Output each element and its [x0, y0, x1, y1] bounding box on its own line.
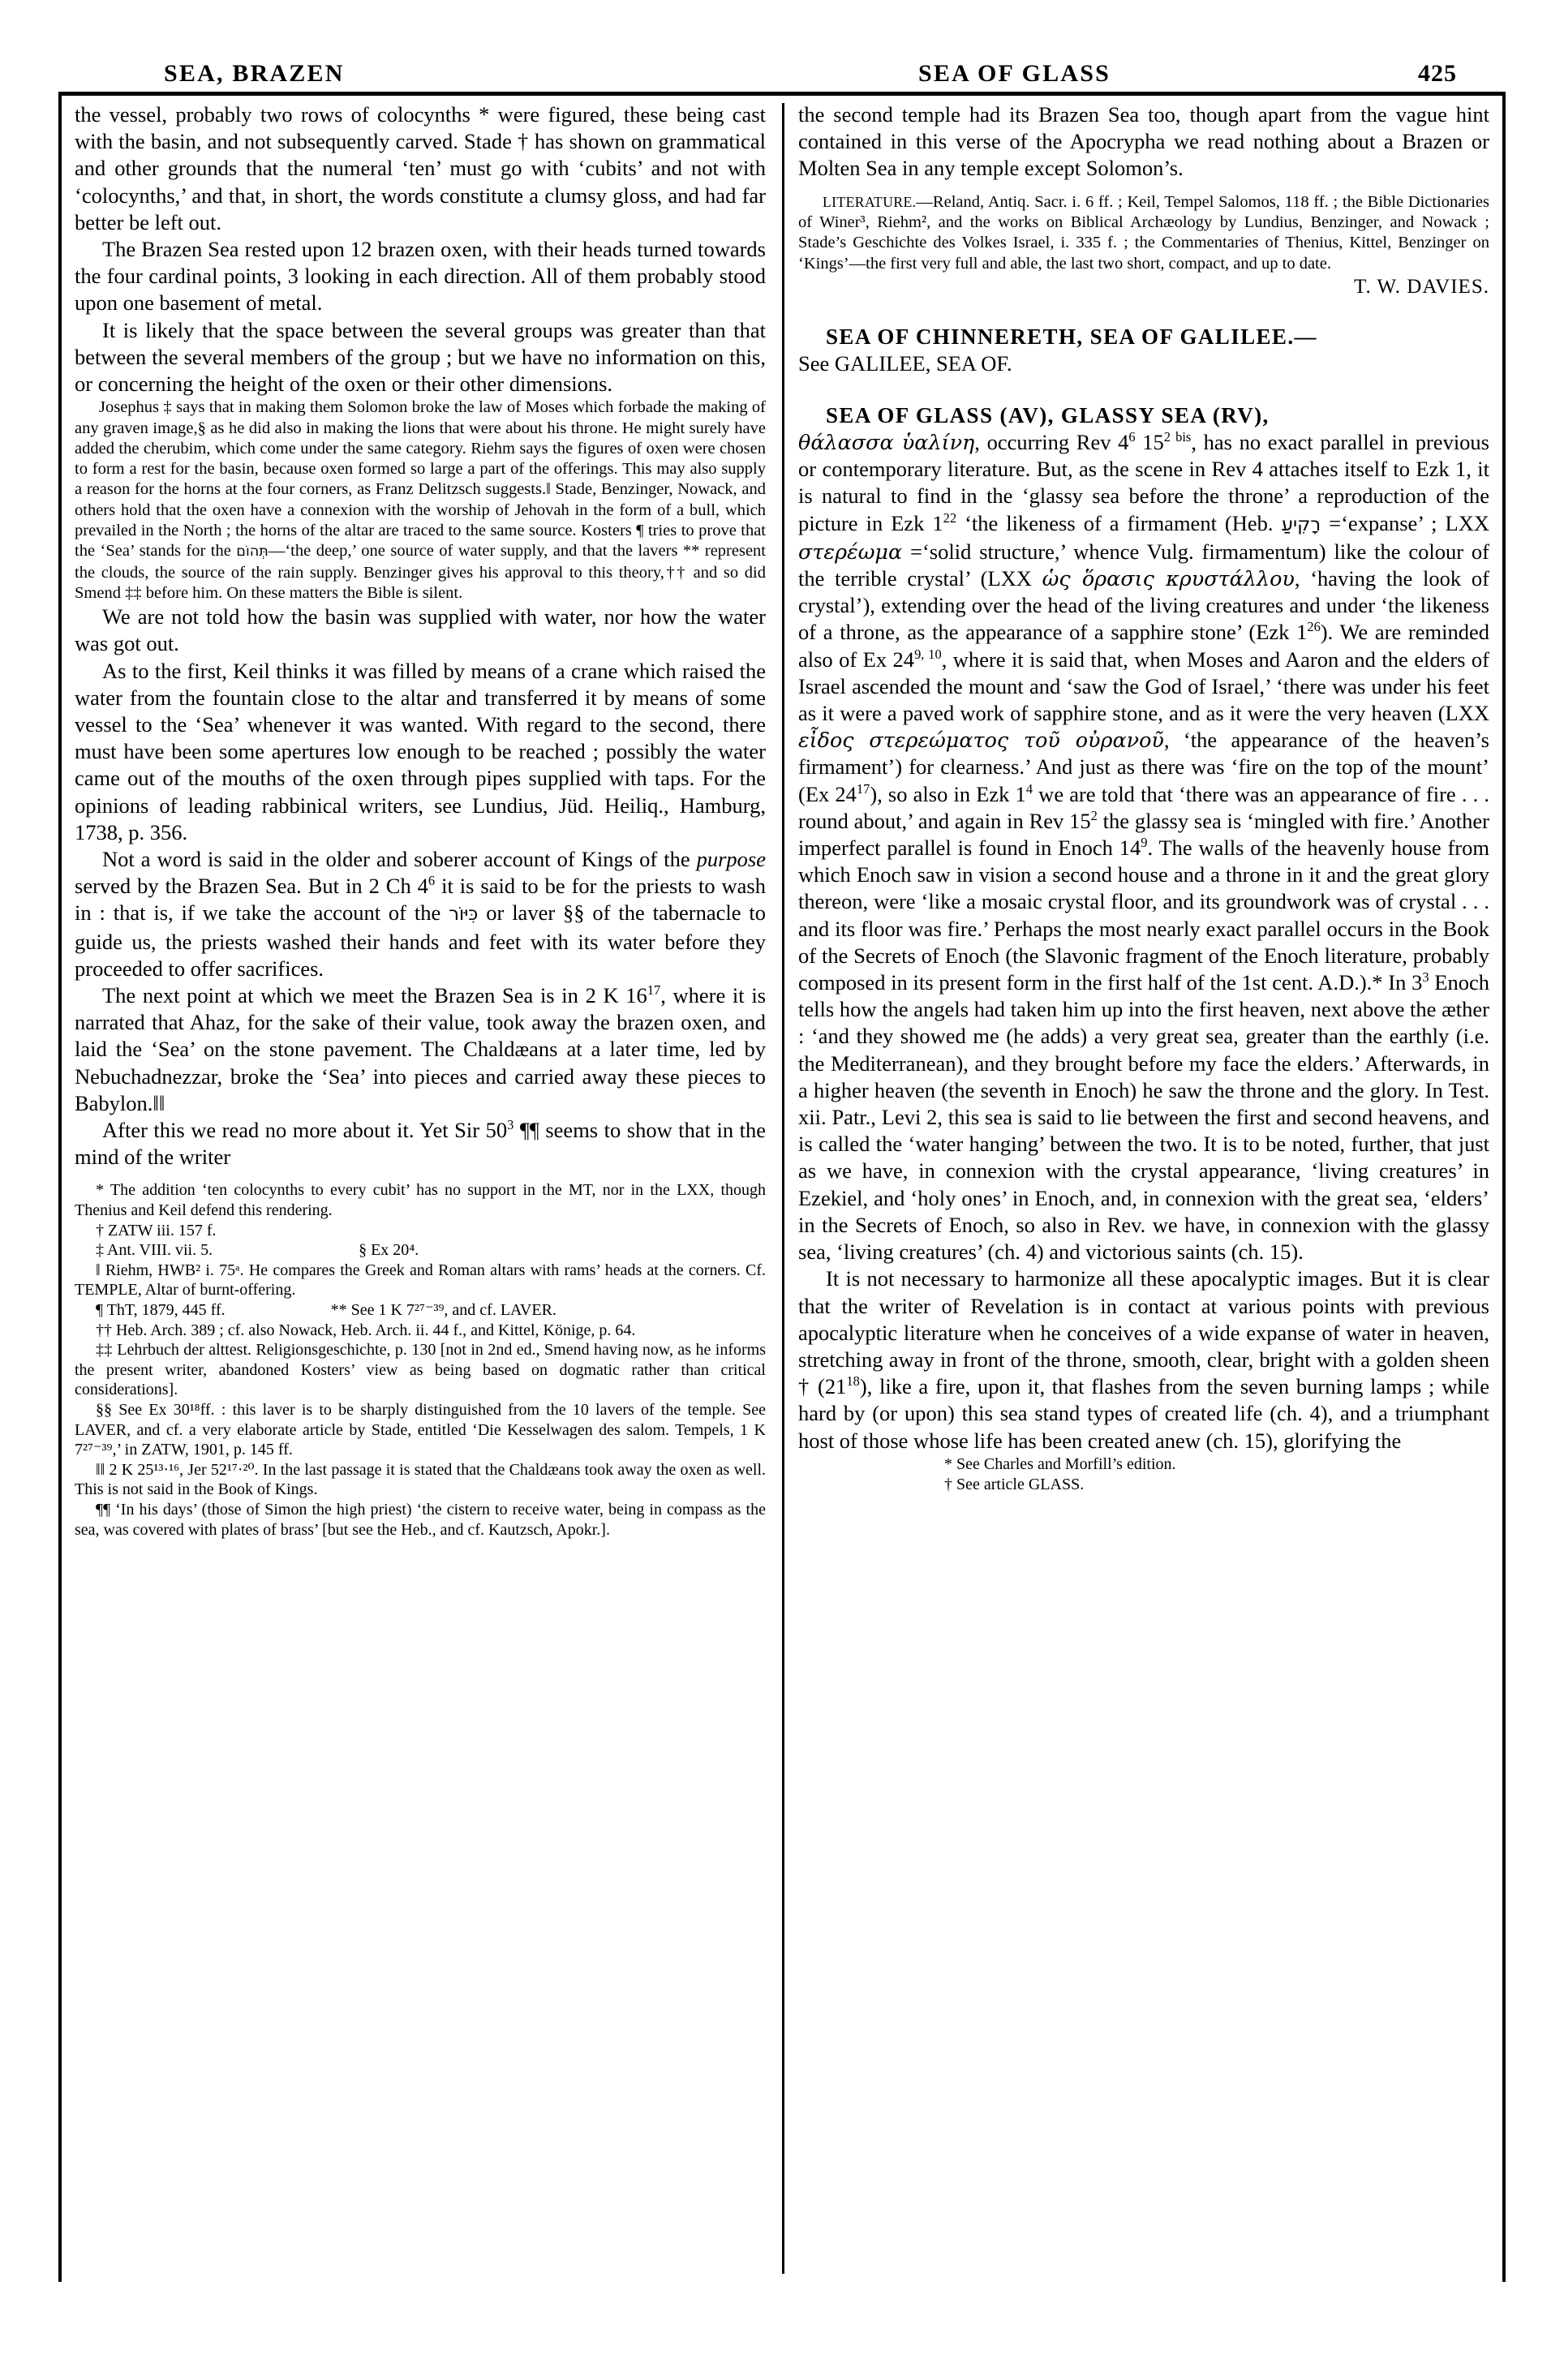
- greek-phrase: θάλασσα ὑαλίνη: [798, 430, 975, 454]
- emphasis: purpose: [696, 847, 766, 872]
- paragraph: the second temple had its Brazen Sea too, though apart from the vague hint contained in this verse of the Apocrypha we read nothing about a Brazen or Molten Sea in any temple except Solomon’s.: [798, 102, 1489, 181]
- verse-number: 3: [507, 1117, 514, 1133]
- right-column: [798, 101, 1489, 2275]
- footnote: ‖‖ 2 K 25¹³·¹⁶, Jer 52¹⁷·²⁰. In the last passage it is stated that the Chaldæans took away the oxen as well. This is not said in the Book of Kings.: [75, 1460, 766, 1499]
- paragraph: After this we read no more about it. Yet Sir $50^3$ ¶¶ seems to show that in the mind of the writer: [75, 1117, 766, 1170]
- paragraph: the vessel, probably two rows of colocynths * were figured, these being cast with the basin, and not subsequently carved. Stade † has shown on grammatical and other grounds that the numeral ‘ten’ must go with ‘cubits’ and not with ‘colocynths,’ and that, in short, the words constitute a clumsy gloss, and had far better be left out.: [75, 102, 766, 234]
- greek-phrase: εἶδος στερεώματος τοῦ οὐρανοῦ: [798, 728, 1164, 753]
- paragraph: It is not necessary to harmonize all these apocalyptic images. But it is clear that the writer of Revelation is in contact at various points with previous apocalyptic literature when he conceives of a wide expanse of water in heaven, stretching away in front of the throne, smooth, clear, bright with a golden sheen † $(21^{18})$, like a fire, upon it, that flashes from the seven burning lamps ; while hard by (or upon) this sea stand types of created life (ch. 4), and a triumphant host of those whose life has been created anew (ch. 15), glorifying the: [798, 1266, 1490, 1453]
- two-column-body: [62, 101, 1502, 2275]
- author-signature: T. W. DAVIES.: [1354, 275, 1489, 298]
- verse-number: 4: [1025, 780, 1033, 797]
- footnote: † See article GLASS.: [944, 1475, 1085, 1493]
- literature-note: LITERATURE.—Reland, Antiq. Sacr. i. 6 ff. ; Keil, Tempel Salomos, 118 ff. ; the Bible Dictionaries of Winer³, Riehm², and the works on Biblical Archæology by Lundius, Benzinger, and Nowack ; Stade’s Geschichte des Volkes Israel, i. 335 f. ; the Commentaries of Thenius, Kittel, Benzinger on ‘Kings’—the first very full and able, the last two short, compact, and up to date.: [798, 192, 1489, 273]
- footnote-block: [798, 1454, 1489, 1495]
- running-head-center: SEA OF GLASS: [918, 60, 1111, 87]
- small-print-note: Josephus ‡ says that in making them Solomon broke the law of Moses which forbade the making of any graven image,§ as he did also in making the lions that were about his throne. He might surely have added the cherubim, which come under the same category. Riehm says the figures of oxen were chosen to form a rest for the basin, because oxen formed so large a part of the offerings. This may also supply a reason for the horns at the four corners, as Franz Delitzsch suggests.‖ Stade, Benzinger, Nowack, and others hold that the oxen have a connexion with the worship of Jehovah in the form of a bull, which prevailed in the North ; the horns of the altar are traced to the same source. Kosters ¶ tries to prove that the ‘Sea’ stands for the תְּהוֹם—‘the deep,’ one source of water supply, and that the lavers ** represent the clouds, the source of the rain supply. Benzinger gives his approval to this theory,†† and so did Smend ‡‡ before him. On these matters the Bible is silent.: [75, 398, 767, 602]
- verse-number: 6: [428, 873, 436, 889]
- footnote: * See Charles and Morfill’s edition.: [944, 1454, 1176, 1473]
- paragraph: The Brazen Sea rested upon 12 brazen oxen, with their heads turned towards the four cardinal points, 3 looking in each direction. All of them probably stood upon one basement of metal.: [75, 237, 766, 316]
- verse-number: 17: [856, 780, 870, 797]
- running-head: [58, 60, 1506, 96]
- footnote: * The addition ‘ten colocynths to every cubit’ has no support in the MT, nor in the LXX, though Thenius and Keil defend this rendering.: [75, 1181, 766, 1220]
- hebrew-word: כִּיּוֹר: [449, 904, 479, 926]
- literature-label: LITERATURE.: [823, 193, 917, 210]
- footnote: †† Heb. Arch. 389 ; cf. also Nowack, Heb. Arch. ii. 44 f., and Kittel, Könige, p. 64.: [96, 1321, 636, 1339]
- greek-phrase: ὡς ὅρασις κρυστάλλου: [1042, 566, 1295, 591]
- paragraph: θάλασσα ὑαλίνη, occurring Rev $4^6$ $15^{2 bis}$, has no exact parallel in previous or contemporary literature. But, as the scene in Rev 4 attaches itself to Ezk 1, it is natural to find in the ‘glassy sea before the throne’ a reproduction of the picture in Ezk $1^{22}$ ‘the likeness of a firmament (Heb. רָקִיעַ =‘expanse’ ; LXX στερέωμα =‘solid structure,’ whence Vulg. firmamentum) like the colour of the terrible crystal’ (LXX ὡς ὅρασις κρυστάλλου, ‘having the look of crystal’), extending over the head of the living creatures and under ‘the likeness of a throne, as the appearance of a sapphire stone’ (Ezk $1^{26}$). We are reminded also of Ex 24$^{9, 10}$, where it is said that, when Moses and Aaron and the elders of Israel ascended the mount and ‘saw the God of Israel,’ ‘there was under his feet as it were a paved work of sapphire stone, and as it were the very heaven (LXX εἶδος στερεώματος τοῦ οὐρανοῦ, ‘the appearance of the heaven’s firmament’) for clearness.’ And just as there was ‘fire on the top of the mount’ (Ex $24^{17}$), so also in Ezk $1^4$ we are told that ‘there was an appearance of fire . . . round about,’ and again in Rev $15^2$ the glassy sea is ‘mingled with fire.’ Another imperfect parallel is found in Enoch $14^9$. The walls of the heavenly house from which Enoch saw in vision a second house and a throne in it and the great glory thereon, were ‘like a mosaic crystal floor, and its groundwork was of crystal . . . and its floor was fire.’ Perhaps the most nearly exact parallel occurs in the Book of the Secrets of Enoch (the Slavonic fragment of the Enoch literature, probably composed in its present form in the first half of the 1st cent. A.D.).* In $3^3$ Enoch tells how the angels had taken him up into the first heaven, next above the æther : ‘and they showed me (he adds) a very great sea, greater than the earthly (i.e. the Mediterranean), and they brought before my face the elders.’ Afterwards, in a higher heaven (the seventh in Enoch) he saw the throne and the glory. In Test. xii. Patr., Levi 2, this sea is said to lie between the first and second heavens, and is called the ‘water hanging’ between the two. It is to be noted, further, that just as we have, in connexion with the crystal appearance, ‘living creatures’ in Ezekiel, and ‘holy ones’ in Enoch, and, in connexion with the great sea, ‘elders’ in the Secrets of Enoch, so also in Rev. we have, in connexion with the glassy sea, ‘living creatures’ (ch. 4) and victorious saints (ch. 15).: [798, 429, 1490, 1265]
- verse-number: 2: [1090, 808, 1098, 824]
- footnote: ‡ Ant. VIII. vii. 5. § Ex 20⁴.: [96, 1241, 419, 1260]
- verse-number: 3: [1422, 969, 1429, 986]
- paragraph: It is likely that the space between the several groups was greater than that between the several members of the group ; but we have no information on this, or concerning the height of the oxen or their other dimensions.: [75, 317, 766, 397]
- footnote: §§ See Ex 30¹⁸ff. : this laver is to be sharply distinguished from the 10 lavers of the temple. See LAVER, and cf. a very elaborate article by Stade, entitled ‘Die Kesselwagen des salom. Tempels, 1 K 7²⁷⁻³⁹,’ in ZATW, 1901, p. 145 ff.: [75, 1401, 766, 1459]
- footnote: ‡‡ Lehrbuch der alttest. Religionsgeschichte, p. 130 [not in 2nd ed., Smend having now, as he informs the present writer, abandoned Kosters’ view as being based on dogmatic rather than critical considerations].: [75, 1341, 766, 1399]
- verse-number: 9: [1141, 835, 1148, 851]
- verse-number: 9, 10: [914, 646, 942, 662]
- left-column: [75, 101, 766, 2275]
- verse-number: 2 bis: [1163, 429, 1192, 445]
- cross-reference: See GALILEE, SEA OF.: [798, 350, 1012, 376]
- greek-word: στερέωμα: [798, 539, 903, 564]
- footnote: ¶¶ ‘In his days’ (those of Simon the high priest) ‘the cistern to receive water, being in compass as the sea, was covered with plates of brass’ [but see the Heb., and cf. Kautzsch, Apokr.].: [75, 1500, 766, 1539]
- footnote: ‖ Riehm, HWB² i. 75ᵃ. He compares the Greek and Roman altars with rams’ heads at the corners. Cf. TEMPLE, Altar of burnt-offering.: [75, 1261, 766, 1300]
- paragraph: We are not told how the basin was supplied with water, nor how the water was got out.: [75, 604, 766, 656]
- footnote-block: [75, 1180, 766, 1540]
- footnote: ¶ ThT, 1879, 445 ff. ** See 1 K 7²⁷⁻³⁹, and cf. LAVER.: [96, 1301, 556, 1320]
- verse-number: 26: [1307, 619, 1321, 635]
- article-heading-chinnereth: SEA OF CHINNERETH, SEA OF GALILEE.—: [826, 324, 1317, 349]
- column-divider: [782, 103, 784, 2274]
- running-head-left: SEA, BRAZEN: [164, 60, 345, 87]
- verse-number: 17: [647, 982, 661, 999]
- paragraph: Not a word is said in the older and soberer account of Kings of the purpose served by the Brazen Sea. But in 2 Ch $4^6$ it is said to be for the priests to wash in : that is, if we take the account of the כִּיּוֹר or laver §§ of the tabernacle to guide us, the priests washed their hands and feet with its water before they proceeded to offer sacrifices.: [75, 847, 766, 981]
- paragraph: As to the first, Keil thinks it was filled by means of a crane which raised the water from the fountain close to the altar and transferred it by means of some vessel to the ‘Sea’ whenever it was wanted. With regard to the second, there must have been some apertures low enough to be reached ; possibly the water came out of the mouths of the oxen through pipes supplied with taps. For the opinions of leading rabbinical writers, see Lundius, Jüd. Heiliq., Hamburg, 1738, p. 356.: [75, 658, 766, 844]
- footnote: † ZATW iii. 157 f.: [96, 1221, 217, 1239]
- hebrew-word: תְּהוֹם: [236, 543, 269, 561]
- paragraph: The next point at which we meet the Brazen Sea is in 2 K $16^{17}$, where it is narrated that Ahaz, for the sake of their value, took away the brazen oxen, and laid the ‘Sea’ on the stone pavement. The Chaldæans at a later time, led by Nebuchadnezzar, broke the ‘Sea’ into pieces and carried away these pieces to Babylon.‖‖: [75, 982, 767, 1115]
- hebrew-word: רָקִיעַ: [1281, 513, 1321, 535]
- verse-number: 22: [943, 509, 957, 526]
- verse-number: 18: [846, 1373, 860, 1390]
- page-number: 425: [1418, 60, 1457, 87]
- article-heading-sea-of-glass: SEA OF GLASS (AV), GLASSY SEA (RV),: [826, 403, 1270, 427]
- verse-number: 6: [1128, 429, 1136, 445]
